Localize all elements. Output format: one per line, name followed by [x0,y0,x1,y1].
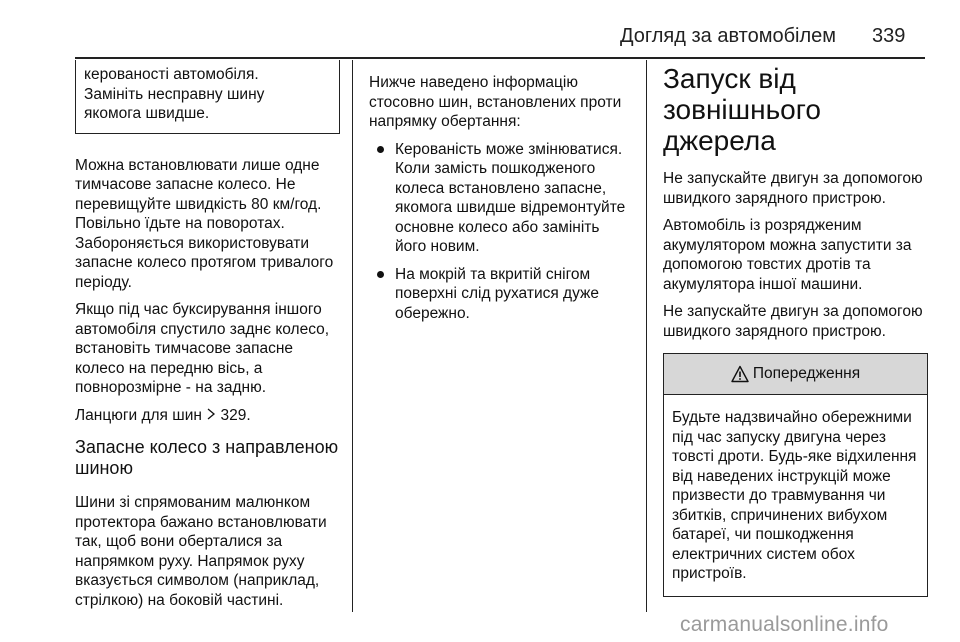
warning-triangle-icon [731,365,749,383]
section-heading [663,63,928,156]
paragraph: Автомобіль із розрядженим акумулятором можна запустити за допомогою товстих дротів та акумулятора іншої машини. [663,217,912,293]
page-header [0,0,960,60]
paragraph: Якщо під час буксирування іншого автомобіля спустило заднє колесо, встановіть тимчасове запасне колесо на передню вісь, а повнорозмірне - на задню. [75,301,330,396]
paragraph: Не запускайте двигун за допомогою швидкого зарядного пристрою. [663,303,923,340]
header-rule [75,57,925,59]
paragraph: Можна встановлювати лише одне тимчасове запасне колесо. Не перевищуйте швидкість 80 км/год. Повільно їдьте на поворотах. Забороняється використовувати запасне колесо протягом тривалого періоду. [75,156,334,291]
column-right [663,60,928,597]
paragraph: Шини зі спрямованим малюнком протектора бажано встановлювати так, щоб вони оберталися за напрямком руху. Напрямок руху вказується символом (наприклад, стрілкою) на боковій частині. [75,494,327,609]
column-divider [352,60,353,612]
reference-page: 329. [220,406,251,424]
warning-title: Попередження [752,365,861,383]
reference-text: Ланцюги для шин [75,406,202,424]
reference-arrow-icon [206,406,216,426]
heading-line: зовнішнього джерела [663,94,821,156]
page-number: 339 [872,25,906,47]
list-item: Керованість може змінюватися. Коли замість пошкодженого колеса встановлено запасне, якомога швидше відремонтуйте основне колесо або замініть його новим. [369,140,633,257]
box-line: Замініть несправну шину [84,85,265,103]
bullet-list [369,140,633,324]
box-line: керованості автомобіля. [84,66,259,83]
heading-line: Запуск від [663,63,796,94]
warning-header [664,354,927,395]
header-title: Догляд за автомобілем [620,25,837,47]
paragraph: Не запускайте двигун за допомогою швидкого зарядного пристрою. [663,170,923,207]
warning-box [663,353,928,597]
list-item: На мокрій та вкритій снігом поверхні слід рухатися дуже обережно. [369,265,633,324]
column-left [75,60,340,610]
paragraph: Нижче наведено інформацію стосовно шин, встановлених проти напрямку обертання: [369,74,622,130]
watermark: carmanualsonline.info [680,613,889,636]
column-middle [369,60,633,331]
column-divider [646,60,647,612]
continued-note-box [75,60,340,134]
warning-body: Будьте надзвичайно обережними під час запуску двигуна через товсті дроти. Будь-яке відхилення від наведених інструкцій може призвести до травмування чи збитків, спричинених вибухом батареї, чи пошкодження електричних систем обох пристроїв. [672,409,917,582]
box-line: якомога швидше. [84,105,210,122]
section-subheading: Запасне колесо з направленою шиною [75,437,339,478]
cross-reference[interactable] [75,406,340,426]
